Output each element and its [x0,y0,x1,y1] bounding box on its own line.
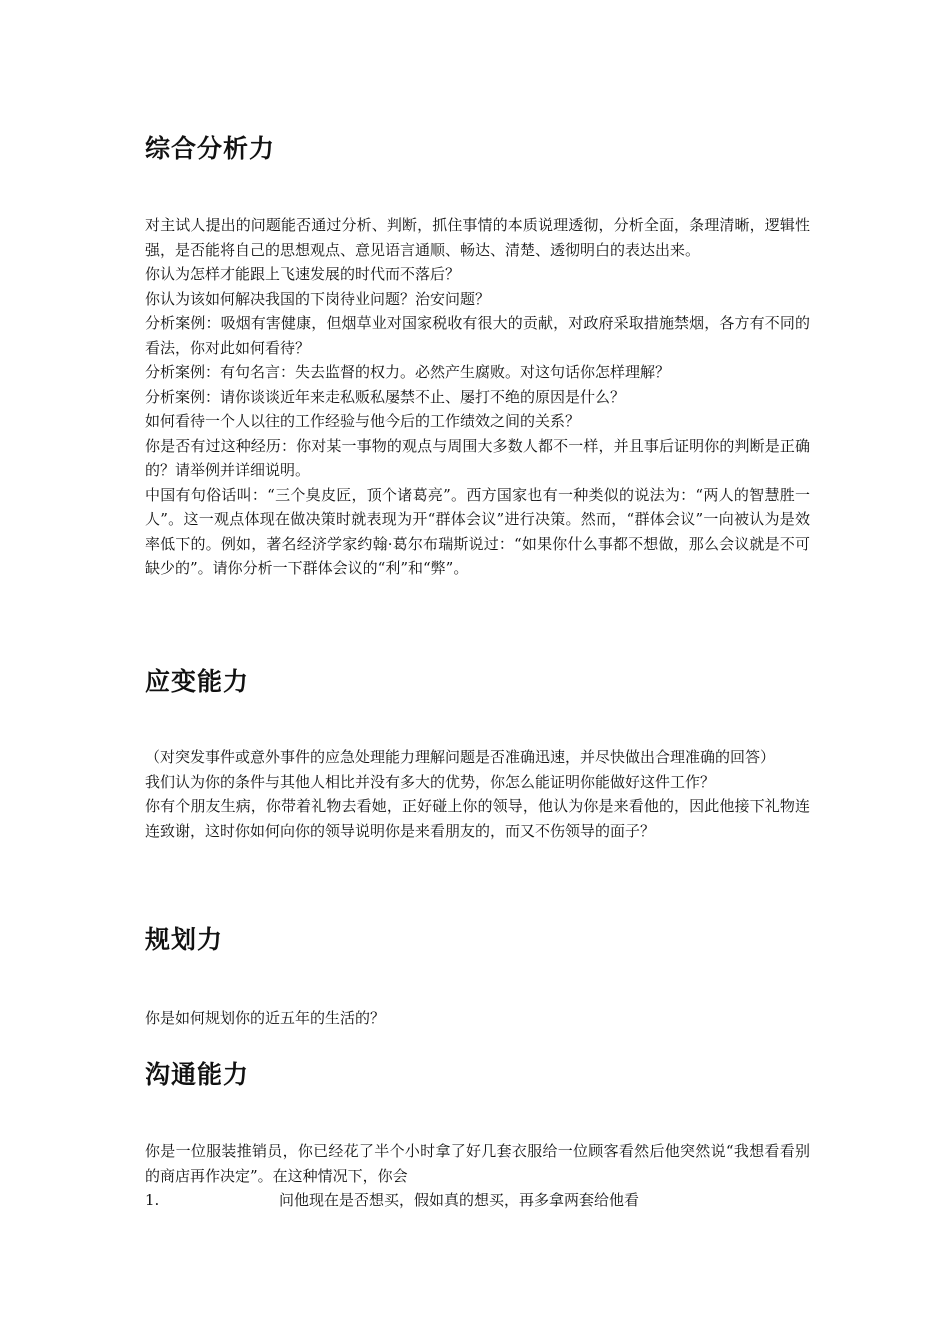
paragraph: 你是一位服装推销员，你已经花了半个小时拿了好几套衣服给一位顾客看然后他突然说“我想看看别的商店再作决定”。在这种情况下，你会 [145,1142,810,1185]
paragraph: 你有个朋友生病，你带着礼物去看她，正好碰上你的领导，他认为你是来看他的，因此他接下礼物连连致谢，这时你如何向你的领导说明你是来看朋友的，而又不伤领导的面子？ [145,797,810,840]
section-communication [145,1059,810,1213]
paragraph: 分析案例：吸烟有害健康，但烟草业对国家税收有很大的贡献，对政府采取措施禁烟，各方有不同的看法，你对此如何看待？ [145,314,810,357]
paragraph: 你是否有过这种经历：你对某一事物的观点与周围大多数人都不一样，并且事后证明你的判断是正确的？请举例并详细说明。 [145,436,810,479]
paragraph: 中国有句俗话叫：“三个臭皮匠，顶个诸葛亮”。西方国家也有一种类似的说法为：“两人的智慧胜一人”。这一观点体现在做决策时就表现为开“群体会议”进行决策。然而，“群体会议”一向被认为是效率低下的。例如，著名经济学家约翰·葛尔布瑞斯说过：“如果你什么事都不想做，那么会议就是不可缺少的”。请你分析一下群体会议的“利”和“弊”。 [145,485,810,577]
section-title: 规划力 [145,925,224,954]
paragraph: 你认为该如何解决我国的下岗待业问题？治安问题？ [145,289,491,308]
paragraph: 对主试人提出的问题能否通过分析、判断，抓住事情的本质说理透彻，分析全面，条理清晰，逻辑性强，是否能将自己的思想观点、意见语言通顺、畅达、清楚、透彻明白的表达出来。 [145,216,810,259]
paragraph: 分析案例：请你谈谈近年来走私贩私屡禁不止、屡打不绝的原因是什么？ [145,387,626,406]
section-analysis [145,133,810,581]
list-item-text: 问他现在是否想买，假如真的想买，再多拿两套给他看 [279,1191,640,1209]
section-adaptability [145,666,810,843]
section-title: 沟通能力 [145,1060,250,1089]
section-title: 综合分析力 [145,134,276,163]
list-item-number: 1. [145,1191,160,1209]
paragraph: （对突发事件或意外事件的应急处理能力理解问题是否准确迅速，并尽快做出合理准确的回答） [145,748,776,766]
section-planning [145,924,810,1031]
section-body [145,213,810,581]
section-body [145,745,810,843]
paragraph: 我们认为你的条件与其他人相比并没有多大的优势，你怎么能证明你能做好这件工作？ [145,772,716,791]
list-item [145,1188,810,1213]
section-body [145,1006,810,1031]
paragraph: 分析案例：有句名言：失去监督的权力。必然产生腐败。对这句话你怎样理解？ [145,363,671,381]
paragraph: 如何看待一个人以往的工作经验与他今后的工作绩效之间的关系？ [145,412,581,430]
paragraph: 你认为怎样才能跟上飞速发展的时代而不落后？ [145,265,461,283]
section-body [145,1139,810,1213]
section-title: 应变能力 [145,667,250,696]
paragraph: 你是如何规划你的近五年的生活的？ [145,1009,386,1027]
